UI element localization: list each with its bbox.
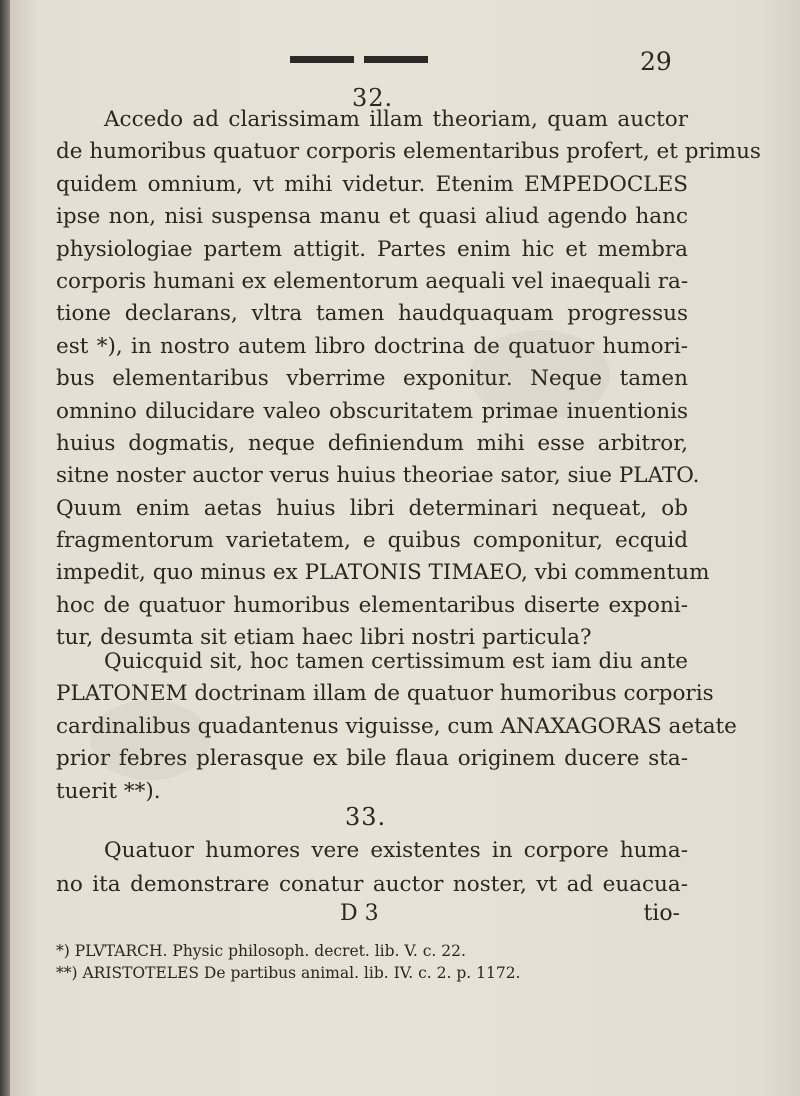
text-line: physiologiae partem attigit. Partes enim hic et membra	[56, 236, 688, 262]
section-heading-32: 32.	[352, 84, 394, 112]
text-line: omnino dilucidare valeo obscuritatem primae inuentionis	[56, 398, 688, 424]
section-32-body	[56, 104, 761, 655]
section-32-paragraph-2	[56, 646, 737, 808]
text-line: Accedo ad clarissimam illam theoriam, quam auctor	[104, 107, 688, 132]
footnote: *) PLVTARCH. Physic philosoph. decret. lib. V. c. 22.	[56, 942, 466, 960]
footnotes	[56, 940, 696, 984]
text-line: est *), in nostro autem libro doctrina de quatuor humori-	[56, 333, 688, 359]
text-line: de humoribus quatuor corporis elementaribus profert, et primus	[56, 139, 761, 165]
text-line: quidem omnium, vt mihi videtur. Etenim EMPEDOCLES	[56, 171, 688, 197]
section-heading-33: 33.	[345, 803, 387, 831]
header-rule-left	[290, 56, 354, 63]
section-33-body	[56, 834, 688, 901]
text-line: tuerit **).	[56, 778, 161, 804]
page-number: 29	[640, 47, 672, 76]
book-spine-edge	[0, 0, 10, 1096]
text-line: bus elementaribus vberrime exponitur. Neque tamen	[56, 366, 688, 392]
footnote: **) ARISTOTELES De partibus animal. lib. IV. c. 2. p. 1172.	[56, 964, 521, 982]
text-line: cardinalibus quadantenus viguisse, cum ANAXAGORAS aetate	[56, 713, 737, 739]
text-line: fragmentorum varietatem, e quibus componitur, ecquid	[56, 528, 688, 554]
text-line: tione declarans, vltra tamen haudquaquam progressus	[56, 301, 688, 327]
signature-mark: D 3	[340, 901, 379, 926]
text-line: Quicquid sit, hoc tamen certissimum est iam diu ante	[104, 649, 688, 674]
text-line: Quatuor humores vere existentes in corpore huma-	[104, 838, 688, 863]
header-rule-right	[364, 56, 428, 63]
signature-line	[56, 898, 680, 930]
text-line: prior febres plerasque ex bile flaua originem ducere sta-	[56, 746, 688, 772]
text-line: corporis humani ex elementorum aequali vel inaequali ra-	[56, 268, 689, 294]
catchword: tio-	[643, 901, 680, 926]
text-line: huius dogmatis, neque definiendum mihi esse arbitror,	[56, 430, 688, 456]
text-line: no ita demonstrare conatur auctor noster, vt ad euacua-	[56, 871, 688, 897]
text-line: sitne noster auctor verus huius theoriae sator, siue PLATO.	[56, 463, 700, 489]
text-line: tur, desumta sit etiam haec libri nostri particula?	[56, 625, 592, 651]
text-line: impedit, quo minus ex PLATONIS TIMAEO, vbi commentum	[56, 560, 710, 586]
text-line: PLATONEM doctrinam illam de quatuor humoribus corporis	[56, 681, 714, 707]
text-line: hoc de quatuor humoribus elementaribus diserte exponi-	[56, 592, 688, 618]
text-line: Quum enim aetas huius libri determinari nequeat, ob	[56, 495, 688, 521]
text-line: ipse non, nisi suspensa manu et quasi aliud agendo hanc	[56, 204, 688, 230]
